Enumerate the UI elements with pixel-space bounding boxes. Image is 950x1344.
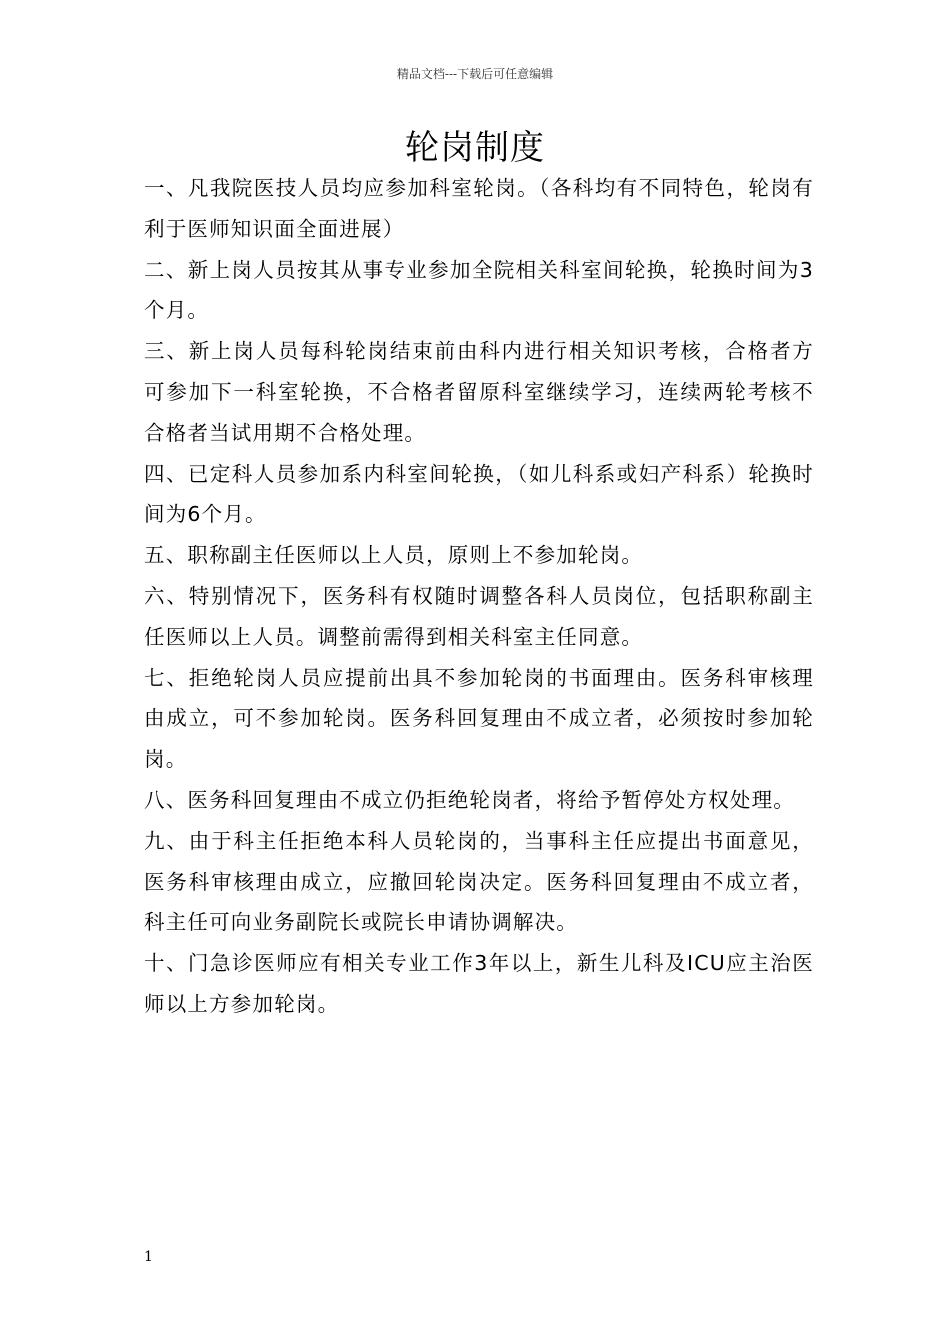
- paragraph-1: 一、凡我院医技人员均应参加科室轮岗。（各科均有不同特色，轮岗有利于医师知识面全面进展）: [144, 176, 814, 241]
- paragraph-2: 二、新上岗人员按其从事专业参加全院相关科室间轮换，轮换时间为3个月。: [144, 257, 814, 323]
- page-number: 1: [144, 1249, 153, 1265]
- document-title: 轮岗制度: [405, 128, 545, 168]
- paragraph-9: 九、由于科主任拒绝本科人员轮岗的，当事科主任应提出书面意见，医务科审核理由成立，应撤回轮岗决定。医务科回复理由不成立者，科主任可向业务副院长或院长申请协调解决。: [144, 828, 814, 935]
- paragraph-10: 十、门急诊医师应有相关专业工作3年以上，新生儿科及ICU应主治医师以上方参加轮岗。: [144, 951, 814, 1016]
- paragraph-5: 五、职称副主任医师以上人员，原则上不参加轮岗。: [144, 543, 644, 568]
- page-header: 精品文档---下载后可任意编辑: [396, 67, 554, 81]
- paragraph-7: 七、拒绝轮岗人员应提前出具不参加轮岗的书面理由。医务科审核理由成立，可不参加轮岗。医务科回复理由不成立者，必须按时参加轮岗。: [144, 665, 814, 772]
- paragraph-6: 六、特别情况下，医务科有权随时调整各科人员岗位，包括职称副主任医师以上人员。调整前需得到相关科室主任同意。: [144, 583, 814, 649]
- paragraph-4: 四、已定科人员参加系内科室间轮换，（如儿科系或妇产科系）轮换时间为6个月。: [144, 461, 814, 527]
- paragraph-3: 三、新上岗人员每科轮岗结束前由科内进行相关知识考核，合格者方可参加下一科室轮换，不合格者留原科室继续学习，连续两轮考核不合格者当试用期不合格处理。: [144, 339, 814, 445]
- document-body: [144, 168, 814, 1025]
- paragraph-8: 八、医务科回复理由不成立仍拒绝轮岗者，将给予暂停处方权处理。: [144, 787, 795, 812]
